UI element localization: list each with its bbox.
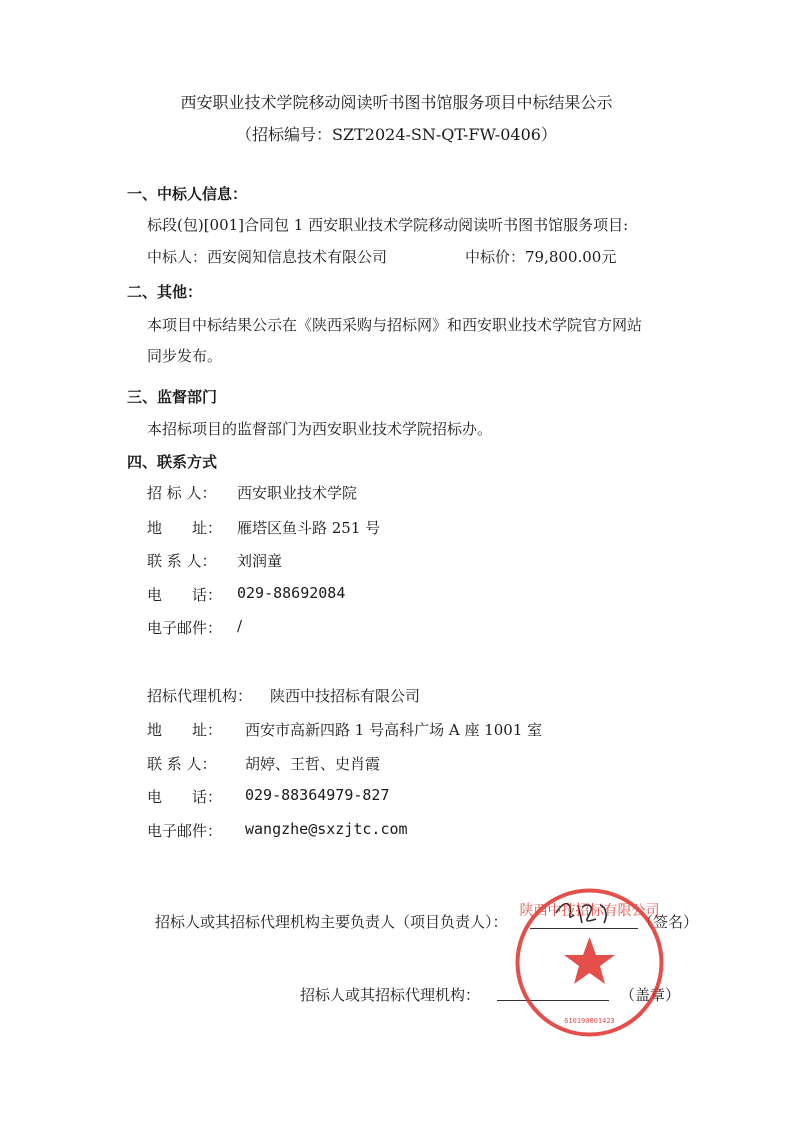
agency-name-label: 招标代理机构：	[147, 687, 253, 705]
winner-name: 中标人：西安阅知信息技术有限公司	[147, 248, 388, 266]
tenderer-email: /	[237, 617, 243, 635]
tenderer-address: 雁塔区鱼斗路 251 号	[237, 519, 381, 537]
tenderer-address-label: 地 址：	[147, 519, 223, 537]
tenderer-contact: 刘润童	[237, 552, 283, 570]
agency-phone: 029-88364979-827	[245, 786, 390, 804]
winning-price: 中标价：79,800.00元	[465, 248, 617, 266]
other-text-line2: 同步发布。	[147, 347, 223, 365]
agency-name: 陕西中技招标有限公司	[270, 687, 421, 705]
official-seal	[512, 885, 667, 1040]
agency-contact: 胡婷、王哲、史肖霞	[245, 755, 381, 773]
agency-contact-label: 联 系 人：	[147, 755, 217, 773]
lot-description: 标段(包)[001]合同包 1 西安职业技术学院移动阅读听书图书馆服务项目:	[147, 216, 629, 234]
tenderer-contact-label: 联 系 人：	[147, 552, 217, 570]
supervision-text: 本招标项目的监督部门为西安职业技术学院招标办。	[147, 420, 493, 438]
section-other-heading: 二、其他：	[127, 283, 203, 301]
tenderer-name: 西安职业技术学院	[237, 484, 358, 502]
svg-text:陕西中技招标有限公司: 陕西中技招标有限公司	[519, 903, 660, 919]
agency-email-label: 电子邮件：	[147, 822, 223, 840]
agency-address-label: 地 址：	[147, 721, 223, 739]
section-winner-heading: 一、中标人信息：	[127, 185, 248, 203]
tenderer-phone: 029-88692084	[237, 584, 346, 602]
tenderer-name-label: 招 标 人：	[147, 484, 217, 502]
other-text-line1: 本项目中标结果公示在《陕西采购与招标网》和西安职业技术学院官方网站	[147, 316, 643, 334]
section-supervision-heading: 三、监督部门	[127, 388, 218, 406]
document-title: 西安职业技术学院移动阅读听书图书馆服务项目中标结果公示	[180, 93, 613, 112]
seal-suffix: （盖章）	[620, 986, 681, 1004]
tender-number: （招标编号：SZT2024-SN-QT-FW-0406）	[236, 125, 557, 144]
org-seal-label: 招标人或其招标代理机构：	[300, 986, 481, 1004]
agency-address: 西安市高新四路 1 号高科广场 A 座 1001 室	[245, 721, 543, 739]
signature-suffix: （签名）	[638, 913, 699, 931]
tenderer-phone-label: 电 话：	[147, 586, 223, 604]
tenderer-email-label: 电子邮件：	[147, 619, 223, 637]
section-contact-heading: 四、联系方式	[127, 453, 218, 471]
responsible-signature-label: 招标人或其招标代理机构主要负责人（项目负责人）：	[155, 913, 508, 931]
svg-text:610190001423: 610190001423	[564, 1017, 615, 1025]
agency-phone-label: 电 话：	[147, 788, 223, 806]
agency-email: wangzhe@sxzjtc.com	[245, 820, 408, 838]
